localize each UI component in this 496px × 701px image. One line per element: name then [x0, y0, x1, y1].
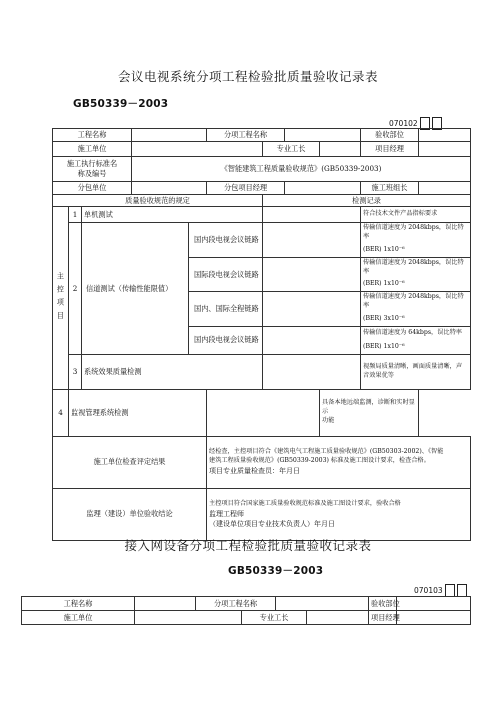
- item-no: 3: [69, 354, 82, 389]
- sub-item-req-line2: (BER) 1x10⁻⁶: [361, 243, 471, 257]
- supervision-label: 监理（建设）单位验收结论: [53, 488, 207, 540]
- subcontractor-label: 分包单位: [53, 182, 132, 195]
- main-control-label: 主控项目: [53, 207, 69, 389]
- item-no: 1: [69, 207, 82, 223]
- item-no: 4: [53, 389, 69, 436]
- supervision-line3: （建设单位项目专业技术负责人）年月日: [209, 519, 336, 528]
- item-record[interactable]: [263, 354, 361, 389]
- construction-unit-value[interactable]: [132, 142, 263, 157]
- record-header: 检测记录: [263, 194, 471, 207]
- item-req-line2: 功能: [322, 417, 335, 425]
- doc2-construction-unit-label: 施工单位: [22, 611, 135, 625]
- construction-unit-label: 施工单位: [53, 142, 132, 157]
- construction-check-label: 施工单位检查评定结果: [53, 436, 207, 488]
- doc2-code-text: 070103: [414, 586, 443, 595]
- exec-standard-value: 《智能建筑工程质量验收规范》(GB50339-2003): [132, 157, 471, 182]
- exec-standard-label-line2: 称及编号: [77, 169, 107, 178]
- doc1-table: [52, 128, 471, 541]
- doc2-title: 接入网设备分项工程检验批质量验收记录表: [124, 538, 372, 553]
- sub-item-record[interactable]: [263, 326, 361, 354]
- doc2-subproject-name-value[interactable]: [276, 597, 369, 611]
- subcontractor-value[interactable]: [132, 182, 207, 195]
- doc1-title: 会议电视系统分项工程检验批质量验收记录表: [117, 69, 378, 84]
- exec-standard-label: [53, 157, 132, 182]
- sub-item-req-line1: 传输信道速度为 2048kbps，误比特率: [361, 292, 471, 312]
- acceptance-dept-value[interactable]: [419, 129, 471, 142]
- item-req-line1: 视频局质量清晰，画面质量清晰，声: [363, 362, 463, 370]
- item-req-line1: 具备本地远端监测，诊断和实时显示: [322, 399, 415, 416]
- doc2-project-manager-value[interactable]: [397, 611, 471, 625]
- project-name-label: 工程名称: [53, 129, 132, 142]
- sub-item-req-line1: 传输信道速度为 2048kbps，误比特率: [361, 223, 471, 243]
- doc2-construction-unit-value[interactable]: [135, 611, 242, 625]
- acceptance-dept-label: 验收部位: [361, 129, 419, 142]
- sub-item-name: 国内段电视会议链路: [189, 326, 263, 354]
- doc2-project-name-label: 工程名称: [22, 597, 135, 611]
- sub-item-name: 国内、国际全程链路: [189, 292, 263, 326]
- doc2-table: [21, 596, 471, 625]
- item-name: 信道测试（传输性能限值）: [82, 223, 189, 354]
- construction-check-line1: 经检查，主控项目符合《建筑电气工程施工质量验收规范》(GB50303-2002)、《智能: [209, 448, 444, 456]
- item-requirement: 符合技术文件产品指标要求: [361, 207, 471, 223]
- subproject-name-value[interactable]: [285, 129, 361, 142]
- sub-item-record[interactable]: [263, 257, 361, 291]
- project-manager-value[interactable]: [419, 142, 471, 157]
- doc2-acceptance-dept-value[interactable]: [397, 597, 471, 611]
- sub-item-name: 国际段电视会议链路: [189, 257, 263, 291]
- item-name: 系统效果质量检测: [82, 354, 263, 389]
- team-leader-value[interactable]: [419, 182, 471, 195]
- sub-item-req-line2: (BER) 1x10⁻⁶: [361, 278, 471, 292]
- item-record[interactable]: [207, 389, 320, 436]
- subproject-name-label: 分项工程名称: [207, 129, 285, 142]
- item-requirement: [361, 354, 471, 389]
- doc2-subproject-name-label: 分项工程名称: [196, 597, 276, 611]
- item-record[interactable]: [263, 207, 361, 223]
- supervision-line1: 主控项目符合国家施工质量验收规范标准及施工图设计要求，验收合格: [209, 499, 401, 507]
- item-name: 监视管理系统检测: [69, 389, 207, 436]
- sub-item-req-line2: (BER) 1x10⁻⁶: [361, 340, 471, 354]
- doc2-project-manager-label: 项目经理: [369, 611, 397, 625]
- doc1-standard: GB50339－2003: [73, 98, 169, 110]
- sub-item-req-line1: 传输信道速度为 2048kbps，误比特率: [361, 257, 471, 277]
- item-requirement: [320, 389, 419, 436]
- sub-item-name: 国内段电视会议链路: [189, 223, 263, 257]
- sub-item-req-line1: 传输信道速度为 64kbps，误比特率: [361, 326, 471, 340]
- item-req-line2: 音效果优等: [363, 371, 394, 379]
- construction-check-line3: 项目专业质量检查员：年月日: [209, 467, 301, 476]
- project-manager-label: 项目经理: [361, 142, 419, 157]
- sub-item-req-line2: (BER) 3x10⁻⁶: [361, 312, 471, 326]
- doc2-acceptance-dept-label: 验收部位: [369, 597, 397, 611]
- doc1-code-text: 070102: [389, 119, 418, 128]
- doc2-professional-foreman-label: 专业工长: [242, 611, 307, 625]
- item-no: 2: [69, 223, 82, 354]
- construction-check-result: [207, 436, 471, 488]
- team-leader-label: 施工班组长: [361, 182, 419, 195]
- sub-project-manager-value[interactable]: [285, 182, 361, 195]
- construction-check-line2: 建筑工程质量验收规范》(GB50339-2003) 标准及施工图设计要求，检查合格。: [209, 457, 430, 465]
- sub-item-record[interactable]: [263, 292, 361, 326]
- professional-foreman-label: 专业工长: [263, 142, 320, 157]
- sub-item-record[interactable]: [263, 223, 361, 257]
- project-name-value[interactable]: [132, 129, 207, 142]
- supervision-line2: 监理工程师: [209, 509, 245, 518]
- doc2-professional-foreman-value[interactable]: [307, 611, 369, 625]
- doc2-standard: GB50339－2003: [228, 565, 324, 577]
- supervision-result: [207, 488, 471, 540]
- professional-foreman-value[interactable]: [320, 142, 361, 157]
- sub-project-manager-label: 分包项目经理: [207, 182, 285, 195]
- item-name: 单机测试: [82, 207, 263, 223]
- exec-standard-label-line1: 施工执行标准名: [66, 159, 118, 169]
- spec-header: 质量验收规范的规定: [53, 194, 263, 207]
- doc2-project-name-value[interactable]: [135, 597, 196, 611]
